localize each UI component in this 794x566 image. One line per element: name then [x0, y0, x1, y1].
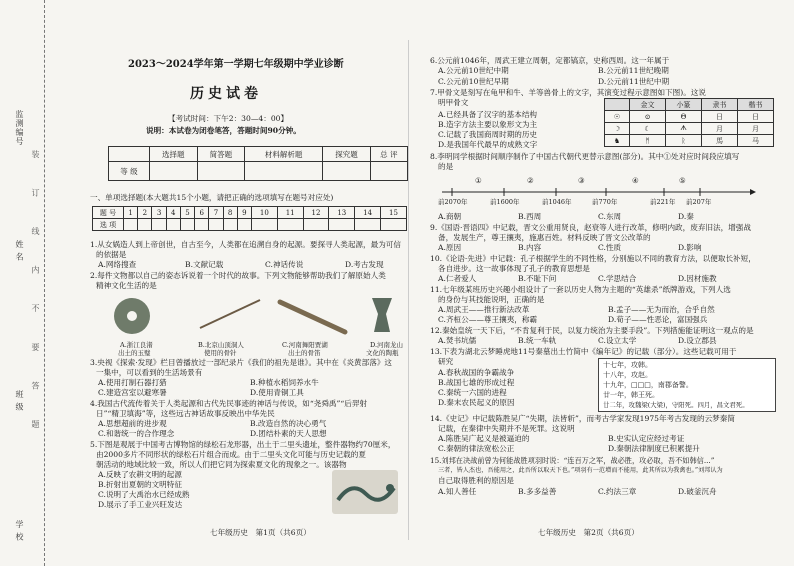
q3-opt-b[interactable]: B.种植水稻饲养水牛 [250, 378, 319, 387]
q2-cap-b2: 使用的骨针 [204, 349, 237, 357]
q7-opt-b[interactable]: B.造字方法主要以象形文为主 [438, 120, 538, 129]
q7-opt-c[interactable]: C.记载了我国商周时期的历史 [438, 130, 538, 139]
binding-label-school: 学 校 [15, 520, 24, 542]
score-cell[interactable] [197, 162, 245, 181]
q12-opt-d[interactable]: D.设立郡县 [678, 336, 717, 345]
q2-cap-d2: 文化的陶瓶 [366, 349, 399, 357]
q8-opt-d[interactable]: D.秦 [678, 212, 694, 221]
q8-opt-b[interactable]: B.西周 [518, 212, 542, 221]
q9-opt-b[interactable]: B.内容 [518, 243, 542, 252]
binding-label-id: 监测编号 [15, 110, 24, 146]
q9-opt-a[interactable]: A.原因 [438, 243, 462, 252]
score-head-cell: 总 评 [370, 147, 407, 162]
q3-opt-c[interactable]: C.建造宫室以避寒暑 [98, 388, 167, 397]
q14-opt-d[interactable]: D.秦朝法律制度已积累提升 [608, 444, 700, 453]
score-head-cell: 选择题 [150, 147, 198, 162]
q1-opt-b[interactable]: B.文献记载 [185, 260, 224, 269]
score-table [108, 146, 408, 181]
q14-opt-c[interactable]: C.秦朝的律法宽松公正 [438, 444, 515, 453]
q7-line1: 7.甲骨文是刻写在龟甲和牛、羊等兽骨上的文字，其演变过程示意图如下图)。这说 [430, 88, 706, 97]
glyph: ⊙ [630, 111, 666, 123]
q6-opt-d[interactable]: D.公元前11世纪中期 [598, 77, 670, 86]
timeline-period-marker: ② [527, 176, 534, 185]
glyph: ᚱ [666, 135, 702, 147]
q5-line1: 5.下图是观展于中国考古博物馆的绿松石龙形器，出土于二里头遗址，整件器物约70厘米， [90, 440, 396, 449]
q4-opt-a[interactable]: A.思想超前的进步观 [98, 419, 167, 428]
q1-opt-c[interactable]: C.神话传说 [265, 260, 304, 269]
q13-opt-b[interactable]: B.战国七雄的形成过程 [438, 378, 515, 387]
score-cell[interactable] [150, 162, 198, 181]
exam-header: 2023～2024学年第一学期七年级期中学业诊断 [128, 59, 344, 70]
q11-line2: 的身份与其技能说明，正确的是 [438, 295, 545, 304]
answer-number-cell: 7 [209, 207, 223, 219]
bone-flute-image [280, 302, 345, 332]
script-head: 隶书 [702, 99, 738, 111]
q6-stem: 6.公元前1046年，周武王建立周朝，定都镐京，史称西周。这一年属于 [430, 56, 670, 65]
q11-opt-c[interactable]: C.齐桓公——尊王攘夷，称霸 [438, 315, 538, 324]
q4-opt-d[interactable]: D.团结朴素的天人思想 [250, 429, 327, 438]
q10-line2: 各自进步。这一故事体现了孔子的教育思想是 [438, 264, 590, 273]
q2-cap-a1: A.浙江良渚 [120, 341, 153, 349]
answer-choice-cell[interactable] [209, 219, 223, 231]
q5-opt-b[interactable]: B.折射出夏朝的文明特征 [98, 480, 182, 489]
answer-choice-cell[interactable] [355, 219, 381, 231]
answer-number-cell: 12 [303, 207, 329, 219]
answer-choice-cell[interactable] [138, 219, 152, 231]
q10-opt-a[interactable]: A.仁者爱人 [438, 274, 477, 283]
q11-opt-a[interactable]: A.周武王——推行新法改革 [438, 305, 530, 314]
exam-note: 说明：本试卷为闭卷笔答，答题时间90分钟。 [146, 126, 301, 135]
score-head-cell: 材料解析题 [245, 147, 323, 162]
answer-number-cell: 6 [195, 207, 209, 219]
binding-label-class: 班 级 [15, 390, 24, 412]
glyph: 馬 [702, 135, 738, 147]
glyph: ☾ [630, 123, 666, 135]
q4-line1: 4.我国古代流传着关于人类起源和古代先民事迹的神话与传说，如“尧舜禹”“后羿射 [90, 399, 368, 408]
q10-opt-b[interactable]: B.不耻下问 [518, 274, 557, 283]
answer-table [92, 206, 407, 231]
q5-opt-d[interactable]: D.展示了手工业兴旺发达 [98, 500, 183, 509]
answer-number-cell: 10 [251, 207, 277, 219]
answer-choice-cell[interactable] [251, 219, 277, 231]
q5-line3: 朝活动的地域比较一致，所以人们把它同为探索夏文化的现象之一。该器物 [96, 460, 347, 469]
q9-opt-d[interactable]: D.影响 [678, 243, 702, 252]
timeline-period-marker: ⑤ [679, 176, 686, 185]
timeline-year-label: 前1600年 [490, 198, 520, 206]
page-divider [408, 40, 409, 540]
excerpt-line: 廿一年，韩王死。 [603, 391, 659, 399]
q11-opt-d[interactable]: D.荀子——性恶论，富国强兵 [608, 315, 708, 324]
q15-line2: 三者，皆人杰也，吾能用之，此吾所以取天下也。”项羽有一范增而不能用，此其所以为我禽也。”刘邦认为 [438, 467, 723, 474]
answer-choice-cell[interactable] [124, 219, 138, 231]
q15-opt-a[interactable]: A.知人善任 [438, 487, 477, 496]
q13-line1: 13.下表为湖北云梦睡虎地11号秦墓出土竹简中《编年记》的记载（部分）。这些记载可用于 [430, 347, 737, 356]
excerpt-line: 十九年，□□□，南郡备警。 [603, 381, 693, 389]
q4-opt-b[interactable]: B.改造自然的决心勇气 [250, 419, 327, 428]
q3-line1: 3.央视《探索·发现》栏目曾播放过一部纪录片《我们的祖先是谁》。其中在《炎黄部落》这 [90, 358, 393, 367]
q2-cap-a2: 出土的玉璧 [118, 349, 151, 357]
q2-cap-c2: 出土的骨笛 [288, 349, 321, 357]
timeline-year-label: 前770年 [592, 198, 618, 206]
q2-artifact-images [110, 292, 400, 340]
script-evolution-table [604, 98, 774, 147]
answer-number-cell: 3 [152, 207, 166, 219]
q13-line2: 研究 [438, 357, 454, 366]
binding-strip [0, 0, 45, 566]
bamboo-slip-excerpt [598, 358, 776, 412]
q9-opt-c[interactable]: C.性质 [598, 243, 622, 252]
script-head: 楷书 [738, 99, 774, 111]
page-2-footer: 七年级历史 第2页（共6页） [538, 528, 639, 537]
q14-opt-a[interactable]: A.陈胜吴广起义是被逼迫的 [438, 434, 530, 443]
q11-opt-b[interactable]: B.孟子——无为而治，合乎自然 [608, 305, 715, 314]
q8-opt-a[interactable]: A.商朝 [438, 212, 462, 221]
answer-number-cell: 5 [180, 207, 194, 219]
pottery-vessel-image [372, 298, 392, 332]
q15-opt-b[interactable]: B.多多益善 [518, 487, 557, 496]
timeline-arrow [750, 189, 756, 195]
section-1-heading: 一、单项选择题(本大题共15个小题，请把正确的选项填写在题号对应处) [90, 193, 334, 202]
turquoise-dragon-image [332, 470, 398, 514]
glyph-label: 马 [738, 135, 774, 147]
q14-opt-b[interactable]: B.史实认定应经过考证 [608, 434, 685, 443]
q15-opt-d[interactable]: D.破釜沉舟 [678, 487, 717, 496]
answer-choice-cell[interactable] [223, 219, 237, 231]
glyph-label: 月 [738, 123, 774, 135]
q6-opt-c[interactable]: C.公元前10世纪早期 [438, 77, 509, 86]
q14-line2: 记载，在秦律中失期并不是死罪。这说明 [438, 424, 575, 433]
answer-choice-cell[interactable] [277, 219, 303, 231]
answer-choice-cell[interactable] [381, 219, 407, 231]
q8-line2: 的是 [438, 162, 454, 171]
answer-number-cell: 4 [166, 207, 180, 219]
q15-line3: 自己取得胜利的原因是 [438, 476, 514, 485]
q10-opt-d[interactable]: D.因材施教 [678, 274, 717, 283]
q4-opt-c[interactable]: C.和谐统一的合作理念 [98, 429, 175, 438]
score-head-cell: 简答题 [197, 147, 245, 162]
glyph: 日 [702, 111, 738, 123]
script-head: 小篆 [666, 99, 702, 111]
score-cell[interactable] [370, 162, 407, 181]
timeline-year-label: 前207年 [686, 198, 712, 206]
jade-bi-image [114, 298, 150, 334]
q12-stem: 12.秦始皇统一天下后，“不肯复利于民，以复力统治为主要手段”。下列措施能证明这一观点的是 [430, 326, 754, 335]
answer-choice-cell[interactable] [303, 219, 329, 231]
q6-opt-b[interactable]: B.公元前11世纪晚期 [598, 66, 669, 75]
timeline-year-label: 前1046年 [542, 198, 572, 206]
q1-opt-a[interactable]: A.网络搜查 [98, 260, 137, 269]
excerpt-line: 十八年，攻赵。 [603, 371, 652, 379]
q2-line2: 精神文化生活的是 [96, 281, 157, 290]
q10-opt-c[interactable]: C.学思结合 [598, 274, 637, 283]
q1-opt-d[interactable]: D.考古发现 [345, 260, 384, 269]
q3-opt-d[interactable]: D.使用青铜工具 [250, 388, 304, 397]
q5-opt-a[interactable]: A.反映了农耕文明的起源 [98, 470, 182, 479]
timeline-year-label: 前221年 [650, 198, 676, 206]
q12-opt-a[interactable]: A.焚书坑儒 [438, 336, 477, 345]
answer-choice-cell[interactable] [237, 219, 251, 231]
q5-line2: 由2000多片不同形状的绿松石片组合而成。由于二里头文化可能与历史记载的夏 [96, 450, 366, 459]
answer-choice-cell[interactable] [195, 219, 209, 231]
page-1-footer: 七年级历史 第1页（共6页） [210, 528, 311, 537]
excerpt-line: 廿二年，攻魏梁(大梁)，守阳死。四月，昌文君死。 [603, 401, 749, 409]
q9-line2: 备，发展生产，尊王攘夷，施惠百姓。材料反映了晋文公改革的 [438, 233, 651, 242]
glyph-oracle: ☽ [605, 123, 630, 135]
binding-label-name: 姓 名 [15, 240, 24, 262]
q2-cap-b1: B.北京山顶洞人 [198, 341, 244, 349]
exam-time: 【考试时间：下午2：30—4：00】 [168, 114, 289, 123]
q9-line1: 9.《国语·晋语四》中记载，晋文公重用贤良，赵衰等人进行改革，修明内政，废弃旧法，增强战 [430, 223, 751, 232]
q11-line1: 11.七年级某班历史兴趣小组设计了一套以历史人物为主题的“英雄杀”纸牌游戏，下列人选 [430, 285, 731, 294]
answer-number-cell: 13 [329, 207, 355, 219]
q7-opt-a[interactable]: A.已经具备了汉字的基本结构 [438, 110, 538, 119]
glyph: Θ [666, 111, 702, 123]
q5-opt-c[interactable]: C.说明了大禹治水已经成熟 [98, 490, 190, 499]
q15-line1: 15.刘邦在决战前曾为何能战胜项羽时说：“连百万之军，战必胜，攻必取，吾不如韩信...” [430, 456, 715, 465]
glyph: 月 [702, 123, 738, 135]
score-cell[interactable] [323, 162, 371, 181]
q13-opt-c[interactable]: C.秦统一六国的进程 [438, 388, 507, 397]
q2-cap-c1: C.河南舞阳贾湖 [282, 341, 328, 349]
q8-opt-c[interactable]: C.东周 [598, 212, 622, 221]
glyph-oracle: ♞ [605, 135, 630, 147]
glyph-label: 日 [738, 111, 774, 123]
score-row-label: 等 级 [109, 162, 150, 181]
q4-line2: 日”“精卫填海”等，这些远古神话故事反映出中华先民 [96, 409, 275, 418]
answer-number-cell: 9 [237, 207, 251, 219]
glyph-oracle: ☉ [605, 111, 630, 123]
seal-line-text: 装 订 线 内 不 要 答 题 [31, 150, 40, 442]
answer-number-cell: 14 [355, 207, 381, 219]
q2-line1: 2.每件文物都以自己的姿态诉说着一个时代的故事。下列文物能够帮助我们了解原始人类 [90, 271, 386, 280]
q13-opt-a[interactable]: A.春秋战国的争霸战争 [438, 368, 515, 377]
q12-opt-c[interactable]: C.设立太学 [598, 336, 637, 345]
answer-head-label: 题 号 [93, 207, 124, 219]
answer-number-cell: 1 [124, 207, 138, 219]
answer-choice-cell[interactable] [152, 219, 166, 231]
q3-opt-a[interactable]: A.使用打制石器打猎 [98, 378, 167, 387]
timeline-period-marker: ③ [578, 176, 585, 185]
answer-choice-cell[interactable] [180, 219, 194, 231]
exam-title: 历史试卷 [190, 86, 262, 102]
q12-opt-b[interactable]: B.统一车轨 [518, 336, 557, 345]
answer-choice-cell[interactable] [329, 219, 355, 231]
q15-opt-c[interactable]: C.约法三章 [598, 487, 637, 496]
bone-needle-image [200, 300, 260, 328]
script-head: 金文 [630, 99, 666, 111]
score-head-cell [109, 147, 150, 162]
answer-number-cell: 2 [138, 207, 152, 219]
score-head-cell: 探究题 [323, 147, 371, 162]
answer-choice-cell[interactable] [166, 219, 180, 231]
q8-line1: 8.李明同学根据时间顺序制作了中国古代朝代更替示意图(部分)。其中①处对应时间段应填写 [430, 152, 740, 161]
q10-line1: 10.《论语·先进》中记载：孔子根据学生的不同性格，分别施以不同的教育方法，以便取长补短， [430, 254, 756, 263]
answer-number-cell: 15 [381, 207, 407, 219]
q7-opt-d[interactable]: D.是我国年代最早的成熟文字 [438, 140, 538, 149]
q6-opt-a[interactable]: A.公元前10世纪中期 [438, 66, 509, 75]
glyph: ᛗ [630, 135, 666, 147]
glyph: ᗑ [666, 123, 702, 135]
timeline-period-marker: ① [475, 176, 482, 185]
q2-cap-d1: D.河南龙山 [370, 341, 404, 349]
q1-line2: 的依据是 [96, 250, 127, 259]
timeline-period-marker: ④ [632, 176, 639, 185]
answer-opt-label: 选 项 [93, 219, 124, 231]
excerpt-line: 十七年，攻韩。 [603, 361, 652, 369]
q1-line1: 1.从女娲造人到上帝创世，自古至今，人类都在追溯自身的起源。要探寻人类起源，最为可信 [90, 240, 401, 249]
q7-line2: 明甲骨文 [438, 98, 469, 107]
q3-line2: 一集中，可以看到的生活场景有 [96, 368, 203, 377]
score-cell[interactable] [245, 162, 323, 181]
answer-number-cell: 11 [277, 207, 303, 219]
q14-line1: 14.《史记》中记载陈胜吴广“失期，法皆斩”，而考古学家发现1975年考古发现的云梦秦简 [430, 414, 735, 423]
answer-number-cell: 8 [223, 207, 237, 219]
timeline-year-label: 前2070年 [438, 198, 468, 206]
q13-opt-d[interactable]: D.秦末农民起义的原因 [438, 398, 515, 407]
